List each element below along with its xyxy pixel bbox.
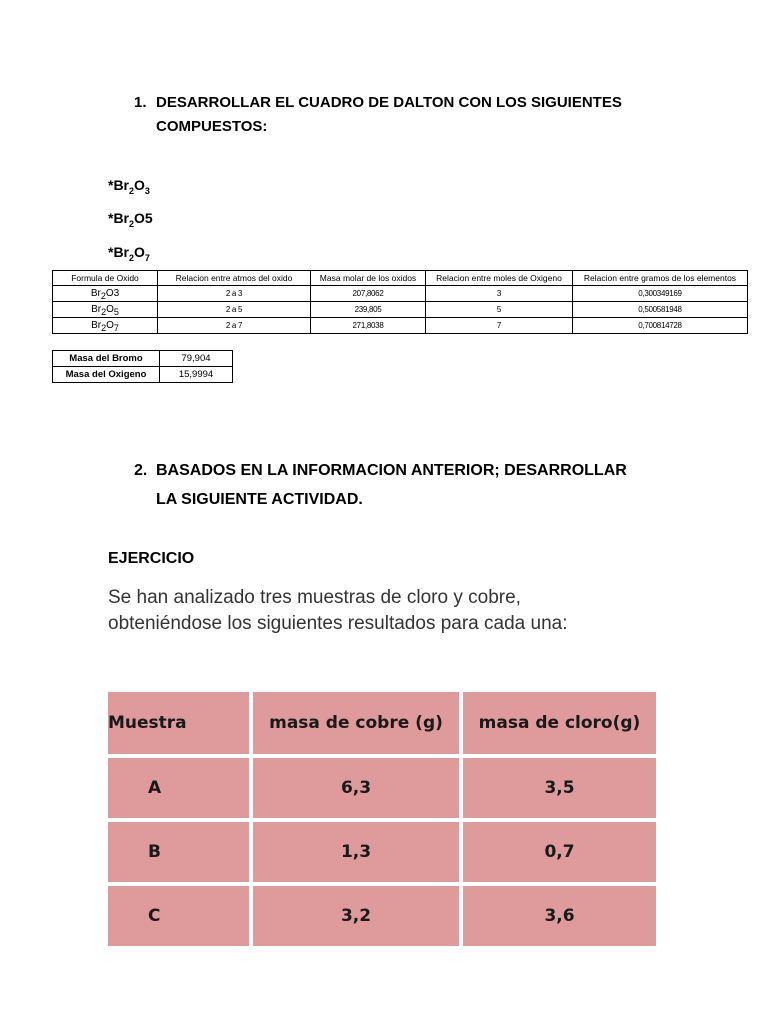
element-mass-table	[52, 350, 233, 383]
section1-title-line2: COMPUESTOS:	[156, 118, 268, 135]
column-header: Relacion entre gramos de los elementos	[573, 271, 748, 286]
table-header-row	[53, 271, 748, 286]
cobre-cell: 6,3	[253, 758, 459, 818]
compound-item: $*Br_2O_7$	[108, 244, 150, 263]
section1-heading	[134, 91, 694, 139]
column-header: masa de cobre (g)	[253, 692, 459, 754]
mass-value: 15,9994	[160, 367, 233, 383]
relacion-cell: 2 a 7	[158, 318, 311, 334]
mass-label: Masa del Bromo	[53, 351, 160, 367]
section2-title-line2: LA SIGUIENTE ACTIVIDAD.	[156, 491, 363, 508]
formula-cell: $Br_2O_5$	[53, 302, 158, 318]
section2-heading	[134, 456, 694, 514]
exercise-line: Se han analizado tres muestras de cloro y cobre,	[108, 587, 521, 608]
section2-number: 2.	[134, 462, 148, 479]
table-row	[53, 318, 748, 334]
column-header: Muestra	[108, 692, 249, 754]
sample-id-cell: C	[108, 886, 249, 946]
relacion-cell: 2 a 5	[158, 302, 311, 318]
column-header: Masa molar de los oxidos	[311, 271, 426, 286]
table-row	[53, 367, 233, 383]
moles-cell: 7	[426, 318, 573, 334]
formula-cell: $Br_2O_7$	[53, 318, 158, 334]
exercise-line: obteniéndose los siguientes resultados para cada una:	[108, 613, 568, 634]
gramos-cell: 0,300349169	[573, 286, 748, 302]
mass-value: 79,904	[160, 351, 233, 367]
column-header: Relacion entre moles de Oxigeno	[426, 271, 573, 286]
moles-cell: 5	[426, 302, 573, 318]
table-row	[53, 286, 748, 302]
cloro-cell: 0,7	[463, 822, 656, 882]
column-header: masa de cloro(g)	[463, 692, 656, 754]
table-row	[53, 302, 748, 318]
cobre-cell: 1,3	[253, 822, 459, 882]
table-row	[108, 822, 656, 882]
cloro-cell: 3,5	[463, 758, 656, 818]
table-header-row	[108, 692, 656, 754]
sample-id-cell: A	[108, 758, 249, 818]
table-row	[53, 351, 233, 367]
cloro-cell: 3,6	[463, 886, 656, 946]
gramos-cell: 0,500581948	[573, 302, 748, 318]
masa-molar-cell: 239,805	[311, 302, 426, 318]
samples-table	[104, 688, 660, 950]
sample-id-cell: B	[108, 822, 249, 882]
section2-title-line1: BASADOS EN LA INFORMACION ANTERIOR; DESARROLLAR	[156, 462, 627, 479]
table-row	[108, 758, 656, 818]
column-header: Relacion entre atmos del oxido	[158, 271, 311, 286]
section1-number: 1.	[134, 94, 147, 111]
moles-cell: 3	[426, 286, 573, 302]
exercise-statement	[108, 585, 668, 637]
masa-molar-cell: 207,8062	[311, 286, 426, 302]
masa-molar-cell: 271,8038	[311, 318, 426, 334]
table-row	[108, 886, 656, 946]
section1-title-line1: DESARROLLAR EL CUADRO DE DALTON CON LOS SIGUIENTES	[156, 94, 622, 111]
compound-item: $*Br_2O_3$	[108, 177, 150, 196]
dalton-table	[52, 270, 748, 334]
column-header: Formula de Oxido	[53, 271, 158, 286]
relacion-cell: 2 a 3	[158, 286, 311, 302]
exercise-label: EJERCICIO	[108, 550, 195, 567]
formula-cell: $Br_2O3$	[53, 286, 158, 302]
mass-label: Masa del Oxigeno	[53, 367, 160, 383]
gramos-cell: 0,700814728	[573, 318, 748, 334]
compound-item: $*Br_2O5$	[108, 210, 153, 229]
cobre-cell: 3,2	[253, 886, 459, 946]
